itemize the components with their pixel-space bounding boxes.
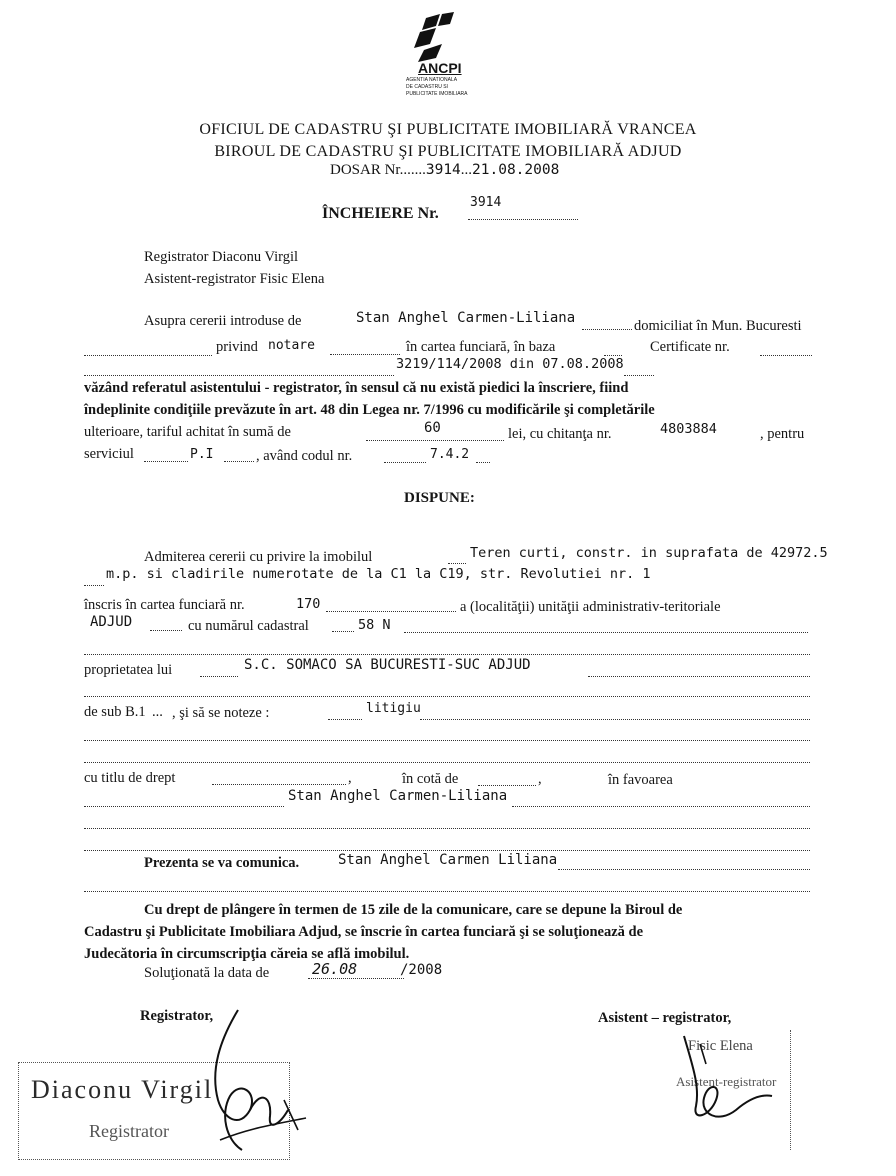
sub-dots-text: ... [152,704,163,720]
imobil-line1: Teren curti, constr. in suprafata de 42972.5 [470,545,828,561]
ancpi-logo-icon [396,10,506,66]
p3-dots-a [84,375,394,376]
solutionata-label: Soluţionată la data de [144,965,270,981]
p3-dots-b [624,375,654,376]
prop-dots-b [588,676,810,677]
stamp-right-2: Asistent-registrator [676,1074,777,1089]
blank-line-1 [84,654,810,655]
p4-line2: îndeplinite condiţiile prevăzute în art. 48 din Legea nr. 7/1996 cu modificările şi completările [84,402,655,418]
blank-line-7 [84,891,810,892]
p4-line3a: ulterioare, tariful achitat în sumă de [84,424,291,440]
p4-line1: văzând referatul asistentului - registrator, în sensul că nu există piedici la înscriere, fiind [84,380,629,396]
p5-dots-d [476,462,490,463]
noteze-value: litigiu [366,701,421,716]
registrator-sign-label: Registrator, [140,1008,214,1024]
admit-dots [448,563,466,564]
titlu-dots [212,784,346,785]
ancpi-logo [396,10,506,102]
cadastral-label: cu numărul cadastral [188,618,309,634]
solutionata-date: 26.08 [312,960,358,978]
noteze-dots-a [328,719,362,720]
cota-dots [478,785,536,786]
dosar-label: DOSAR Nr. [330,162,404,178]
prop-dots-a [200,676,238,677]
p2-mid: în cartea funciară, în baza [406,339,556,355]
p4-line3c: , pentru [760,426,805,442]
asistent-signature-icon [670,1024,780,1134]
cota-comma: , [538,771,542,787]
p1-prefix: Asupra cererii introduse de [144,313,302,329]
title-label: ÎNCHEIERE Nr. [322,205,439,222]
logo-subtitle-1: AGENTIA NATIONALA [406,77,458,83]
p1-dots [582,329,632,330]
imobil-dots-a [84,585,104,586]
blank-line-2 [84,696,810,697]
noteze-label: , şi să se noteze : [172,705,270,721]
plangere-line3: Judecătoria în circumscripţia căreia se află imobilul. [84,946,410,962]
blank-line-3 [84,740,810,741]
proprietatea-label: proprietatea lui [84,662,173,678]
p4-receipt: 4803884 [660,421,717,437]
p2-notare: notare [268,338,315,353]
admit-prefix: Admiterea cererii cu privire la imobilul [144,549,373,565]
noteze-dots-b [420,719,810,720]
p3-cert-number: 3219/114/2008 din 07.08.2008 [396,356,624,372]
p1-name: Stan Anghel Carmen-Liliana [356,310,576,326]
sub-label: de sub B.1 [84,704,146,720]
cadastral-dots-a [332,631,354,632]
plangere-line1: Cu drept de plângere în termen de 15 zile de la comunicare, care se depune la Biroul de [144,902,683,918]
favoarea-label: în favoarea [608,772,673,788]
asistent-sign-label: Asistent – registrator, [598,1010,732,1026]
blank-line-4 [84,762,810,763]
solutionata-year: /2008 [400,962,443,978]
proprietar: S.C. SOMACO SA BUCURESTI-SUC ADJUD [244,657,531,673]
p5-serviciul: serviciul [84,446,134,462]
dosar-line: DOSAR Nr.......3914...21.08.2008 [330,162,560,178]
cota-label: în cotă de [402,771,459,787]
blank-line-6 [84,850,810,851]
stamp-right-border [790,1030,791,1150]
header-bureau: BIROUL DE CADASTRU ŞI PUBLICITATE IMOBILIARĂ ADJUD [214,143,682,160]
dosar-number: 3914 [425,162,461,178]
header-office: OFICIUL DE CADASTRU ŞI PUBLICITATE IMOBILIARĂ VRANCEA [199,121,697,138]
stamp-name: Diaconu Virgil [31,1075,214,1104]
p2-dots-d [760,355,812,356]
page-title [322,205,439,223]
stamp-role: Registrator [89,1121,169,1141]
p5-service: P.I [190,447,214,462]
p5-dots-a [144,461,188,462]
stamp-right-1: Fisic Elena [688,1038,753,1054]
p2-privind: privind [216,339,258,355]
cadastral-dots-b [404,632,808,633]
plangere-line2: Cadastru şi Publicitate Imobiliara Adjud, se înscrie în cartea funciară şi se soluţionează de [84,924,644,940]
beneficiar: Stan Anghel Carmen-Liliana [288,788,508,804]
p2-dots-a [84,355,212,356]
cadastral: 58 N [358,617,391,633]
cf-number: 170 [296,596,321,612]
p2-cert: Certificate nr. [650,339,730,355]
logo-subtitle-2: DE CADASTRU SI [406,84,448,90]
logo-name: ANCPI [418,60,462,76]
title-dots [468,219,578,220]
comunica-value: Stan Anghel Carmen Liliana [338,852,558,868]
benef-dots-b [512,806,810,807]
titlu-comma: , [348,770,352,786]
title-number: 3914 [470,195,502,210]
inscris-prefix: înscris în cartea funciară nr. [84,597,245,613]
cf-dots [326,611,456,612]
localitate-dots [150,630,182,631]
titlu-label: cu titlu de drept [84,770,176,786]
dispune-heading: DISPUNE: [404,490,475,506]
p4-dots-a [366,440,504,441]
p5-dots-c [384,462,426,463]
p5-dots-b [224,461,254,462]
p5-avand: , având codul nr. [256,448,353,464]
benef-dots-a [84,806,284,807]
blank-line-5 [84,828,810,829]
dosar-date: 21.08.2008 [472,162,560,178]
p2-dots-b [330,354,400,355]
registrator-signature-icon [180,1000,320,1160]
p5-code: 7.4.2 [430,447,470,462]
registrator-line: Registrator Diaconu Virgil [144,249,299,265]
comunica-label: Prezenta se va comunica. [144,855,300,871]
solutionata-dots [308,978,404,979]
comunica-dots [558,869,810,870]
logo-subtitle-3: PUBLICITATE IMOBILIARA [406,91,468,97]
localitate-label: a (localităţii) unităţii administrativ-teritoriale [460,599,721,615]
localitate: ADJUD [90,614,133,630]
asistent-line: Asistent-registrator Fisic Elena [144,271,325,287]
imobil-line2: m.p. si cladirile numerotate de la C1 la C19, str. Revolutiei nr. 1 [106,566,651,582]
p4-amount: 60 [424,420,441,436]
p4-line3b: lei, cu chitanţa nr. [508,426,612,442]
p1-domiciliu: domiciliat în Mun. Bucuresti [634,318,802,334]
